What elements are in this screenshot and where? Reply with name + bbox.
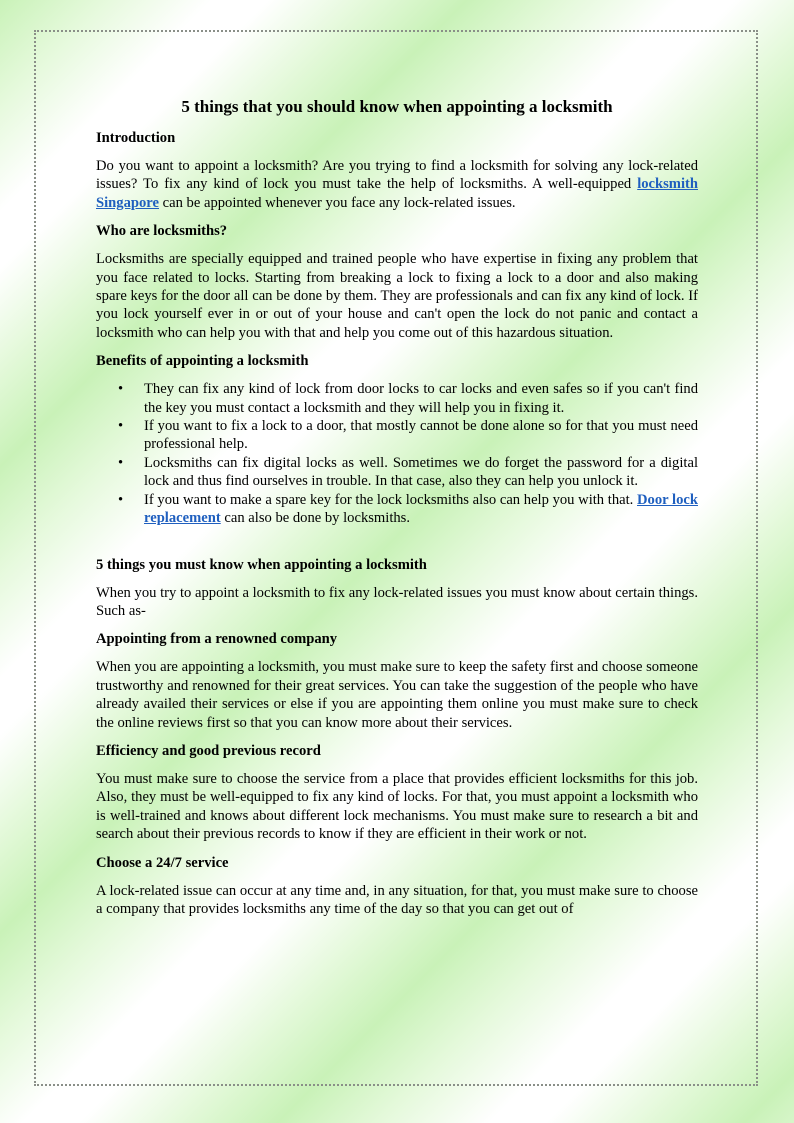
list-item-text-after: can also be done by locksmiths.	[220, 510, 411, 527]
list-item-text-before: If you want to make a spare key for the lock locksmiths also can help you with that.	[144, 491, 638, 508]
heading-who-are-locksmiths: Who are locksmiths?	[96, 223, 228, 240]
document-page	[96, 96, 698, 928]
list-item	[96, 454, 698, 491]
bullet-icon: •	[118, 491, 124, 508]
heading-introduction: Introduction	[96, 130, 176, 146]
list-item-text: They can fix any kind of lock from door locks to car locks and even safes so if you can't find the key you must contact a locksmith and they will help you in fixing it.	[144, 381, 698, 416]
bullet-icon: •	[118, 454, 124, 471]
paragraph-who-are-locksmiths: Locksmiths are specially equipped and trained people who have expertise in fixing any problem that you face related to locks. Starting from breaking a lock to fixing a lock to a door and also making spare keys for the door all can be done by them. They are professionals and can fix any kind of lock. If you lock yourself ever in or out of your house and can't open the lock do not panic and contact a locksmith who can help you with that and help you come out of this hazardous situation.	[96, 251, 698, 341]
heading-24-7-service: Choose a 24/7 service	[96, 854, 229, 871]
bullet-icon: •	[118, 381, 124, 398]
paragraph-renowned-company: When you are appointing a locksmith, you must make sure to keep the safety first and choose someone trustworthy and renowned for their great services. You can take the suggestion of the people who have already availed their services or else if you are appointing them online you must make sure to check the online reviews first so that you can know more about their services.	[96, 659, 698, 731]
intro-text-after: can be appointed whenever you face any lock-related issues.	[159, 194, 516, 211]
door-lock-replacement-link[interactable]: Door lock replacement	[144, 491, 698, 527]
heading-renowned-company: Appointing from a renowned company	[96, 631, 338, 648]
heading-efficiency: Efficiency and good previous record	[96, 742, 321, 759]
paragraph-efficiency: You must make sure to choose the service from a place that provides efficient locksmiths for this job. Also, they must be well-equipped to fix any kind of locks. For that, you must appoint a locksmith who is well-trained and knows about different lock mechanisms. You must make sure to research a bit and search about their previous records to know if they are efficient in their work or not.	[96, 770, 698, 843]
benefits-list	[96, 380, 698, 527]
paragraph-five-things: When you try to appoint a locksmith to fix any lock-related issues you must know about certain things. Such as-	[96, 584, 698, 619]
list-item	[96, 380, 698, 417]
list-item	[96, 417, 698, 454]
list-item-text: Locksmiths can fix digital locks as well. Sometimes we do forget the password for a digital lock and thus find ourselves in trouble. In that case, also they can help you unlock it.	[144, 454, 698, 490]
paragraph-24-7-service: A lock-related issue can occur at any time and, in any situation, for that, you must make sure to choose a company that provides locksmiths any time of the day so that you can get out of	[96, 882, 698, 917]
heading-benefits: Benefits of appointing a locksmith	[96, 353, 309, 370]
paragraph-introduction	[96, 157, 698, 212]
intro-text-before: Do you want to appoint a locksmith? Are you trying to find a locksmith for solving any lock-related issues? To fix any kind of lock you must take the help of locksmiths. A well-equipped	[96, 158, 698, 193]
locksmith-singapore-link[interactable]: locksmith Singapore	[96, 176, 698, 211]
bullet-icon: •	[118, 418, 124, 435]
heading-five-things: 5 things you must know when appointing a locksmith	[96, 556, 427, 573]
document-title: 5 things that you should know when appointing a locksmith	[181, 97, 613, 116]
list-item-text: If you want to fix a lock to a door, that mostly cannot be done alone so for that you must need professional help.	[144, 418, 698, 453]
list-item	[96, 491, 698, 528]
